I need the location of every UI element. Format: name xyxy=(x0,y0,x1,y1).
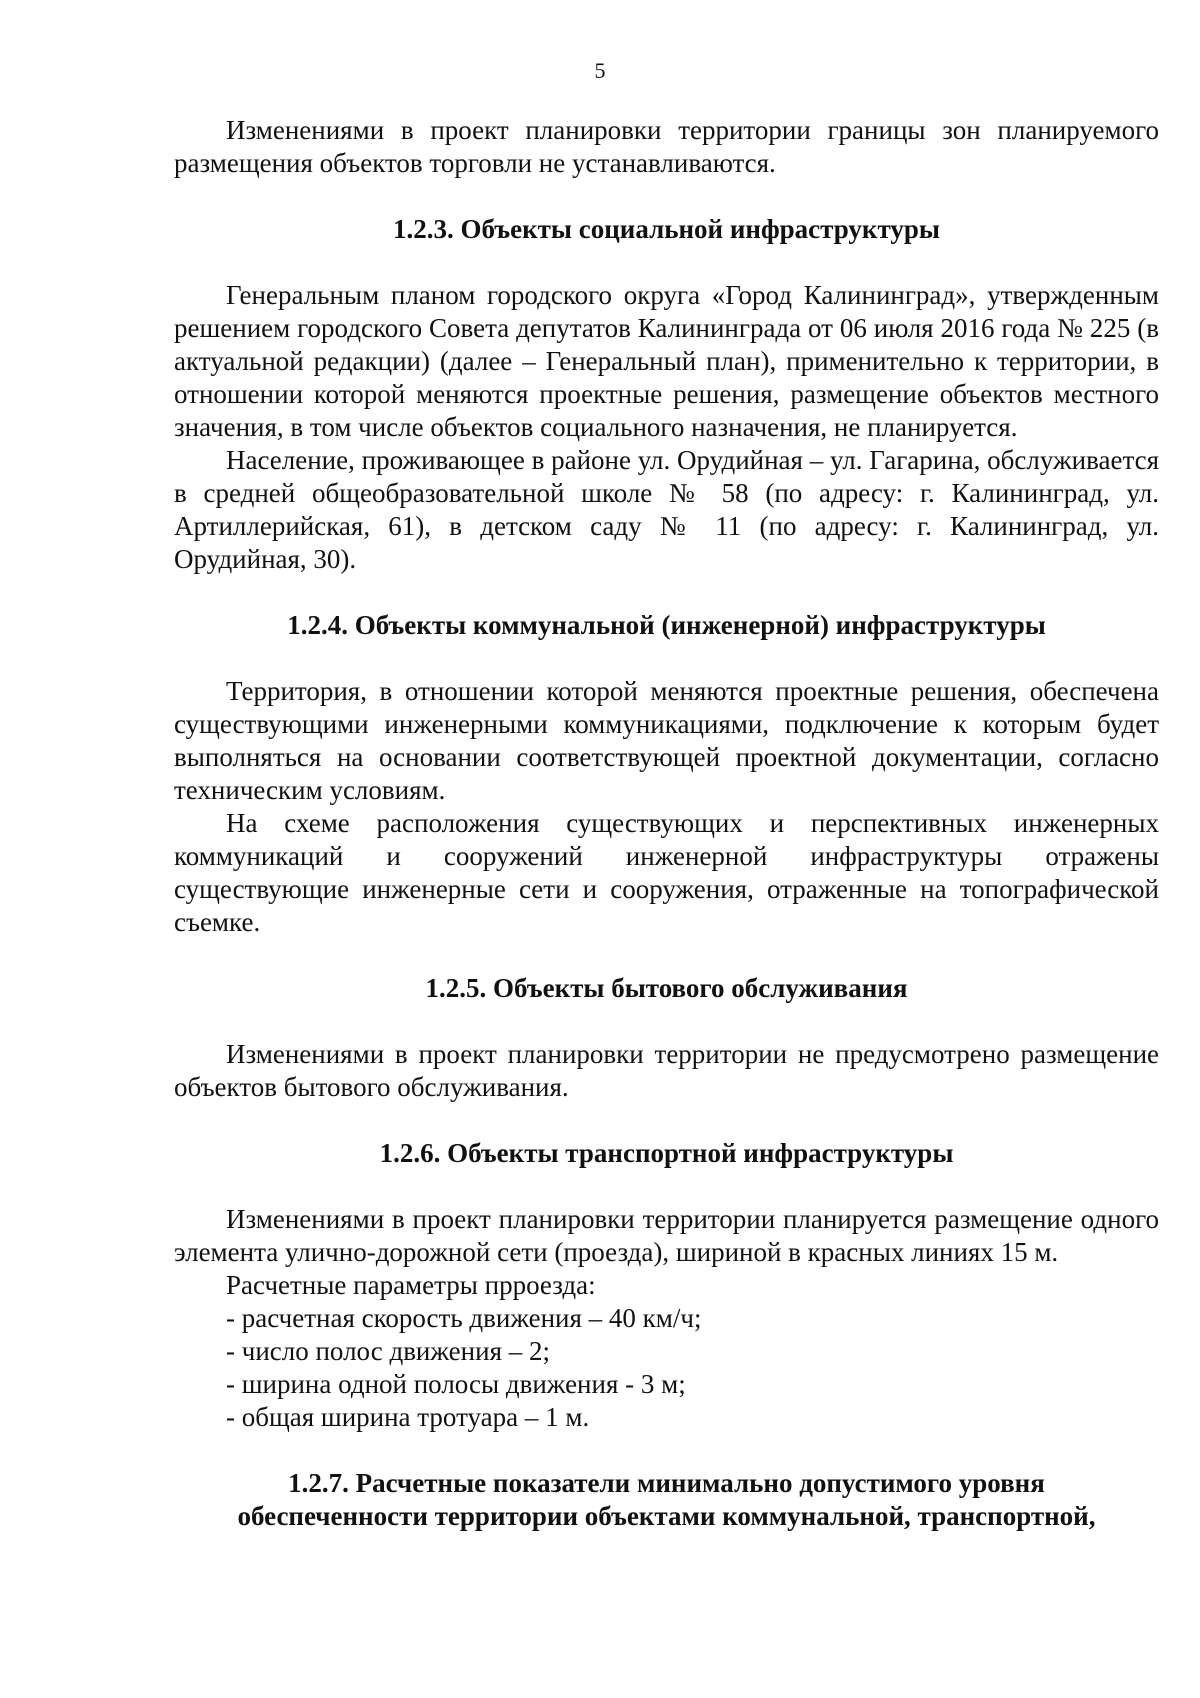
transport-parameter-item: - ширина одной полосы движения - 3 м; xyxy=(226,1369,686,1399)
intro-paragraph: Изменениями в проект планировки территории границы зон планируемого размещения объектов торговли не устанавливаются. xyxy=(174,115,1159,178)
utility-infrastructure-paragraph-1: Территория, в отношении которой меняются проектные решения, обеспечена существующими инженерными коммуникациями, подключение к которым будет выполняться на основании соответствующей проектной документации, согласно техническим условиям. xyxy=(174,676,1159,805)
section-heading-1-2-7-line-1: 1.2.7. Расчетные показатели минимально допустимого уровня xyxy=(288,1468,1045,1498)
social-infrastructure-paragraph-1: Генеральным планом городского округа «Город Калининград», утвержденным решением городского Совета депутатов Калининграда от 06 июля 2016 года № 225 (в актуальной редакции) (далее – Генеральный план), применительно к территории, в отношении которой меняются проектные решения, размещение объектов местного значения, в том числе объектов социального назначения, не планируется. xyxy=(174,280,1159,442)
transport-parameter-item: - общая ширина тротуара – 1 м. xyxy=(226,1402,590,1432)
section-heading-1-2-6: 1.2.6. Объекты транспортной инфраструктуры xyxy=(379,1138,954,1168)
page-number: 5 xyxy=(594,58,606,83)
section-heading-1-2-3: 1.2.3. Объекты социальной инфраструктуры xyxy=(393,214,940,244)
document-content xyxy=(174,114,1159,1533)
section-heading-1-2-4: 1.2.4. Объекты коммунальной (инженерной) инфраструктуры xyxy=(287,610,1046,640)
section-heading-1-2-7-line-2: обеспеченности территории объектами коммунальной, транспортной, xyxy=(237,1501,1096,1531)
transport-parameter-item: - расчетная скорость движения – 40 км/ч; xyxy=(226,1303,702,1333)
transport-parameter-item: - число полос движения – 2; xyxy=(226,1336,550,1366)
household-services-paragraph: Изменениями в проект планировки территории не предусмотрено размещение объектов бытового обслуживания. xyxy=(174,1039,1159,1102)
transport-parameters-intro: Расчетные параметры прроезда: xyxy=(226,1270,596,1300)
utility-infrastructure-paragraph-2: На схеме расположения существующих и перспективных инженерных коммуникаций и сооружений инженерной инфраструктуры отражены существующие инженерные сети и сооружения, отраженные на топографической съемке. xyxy=(174,808,1159,937)
social-infrastructure-paragraph-2: Население, проживающее в районе ул. Орудийная – ул. Гагарина, обслуживается в средней общеобразовательной школе № 58 (по адресу: г. Калининград, ул. Артиллерийская, 61), в детском саду № 11 (по адресу: г. Калининград, ул. Орудийная, 30). xyxy=(174,445,1159,574)
section-heading-1-2-5: 1.2.5. Объекты бытового обслуживания xyxy=(425,973,908,1003)
transport-infrastructure-paragraph: Изменениями в проект планировки территории планируется размещение одного элемента улично-дорожной сети (проезда), шириной в красных линиях 15 м. xyxy=(174,1204,1159,1267)
